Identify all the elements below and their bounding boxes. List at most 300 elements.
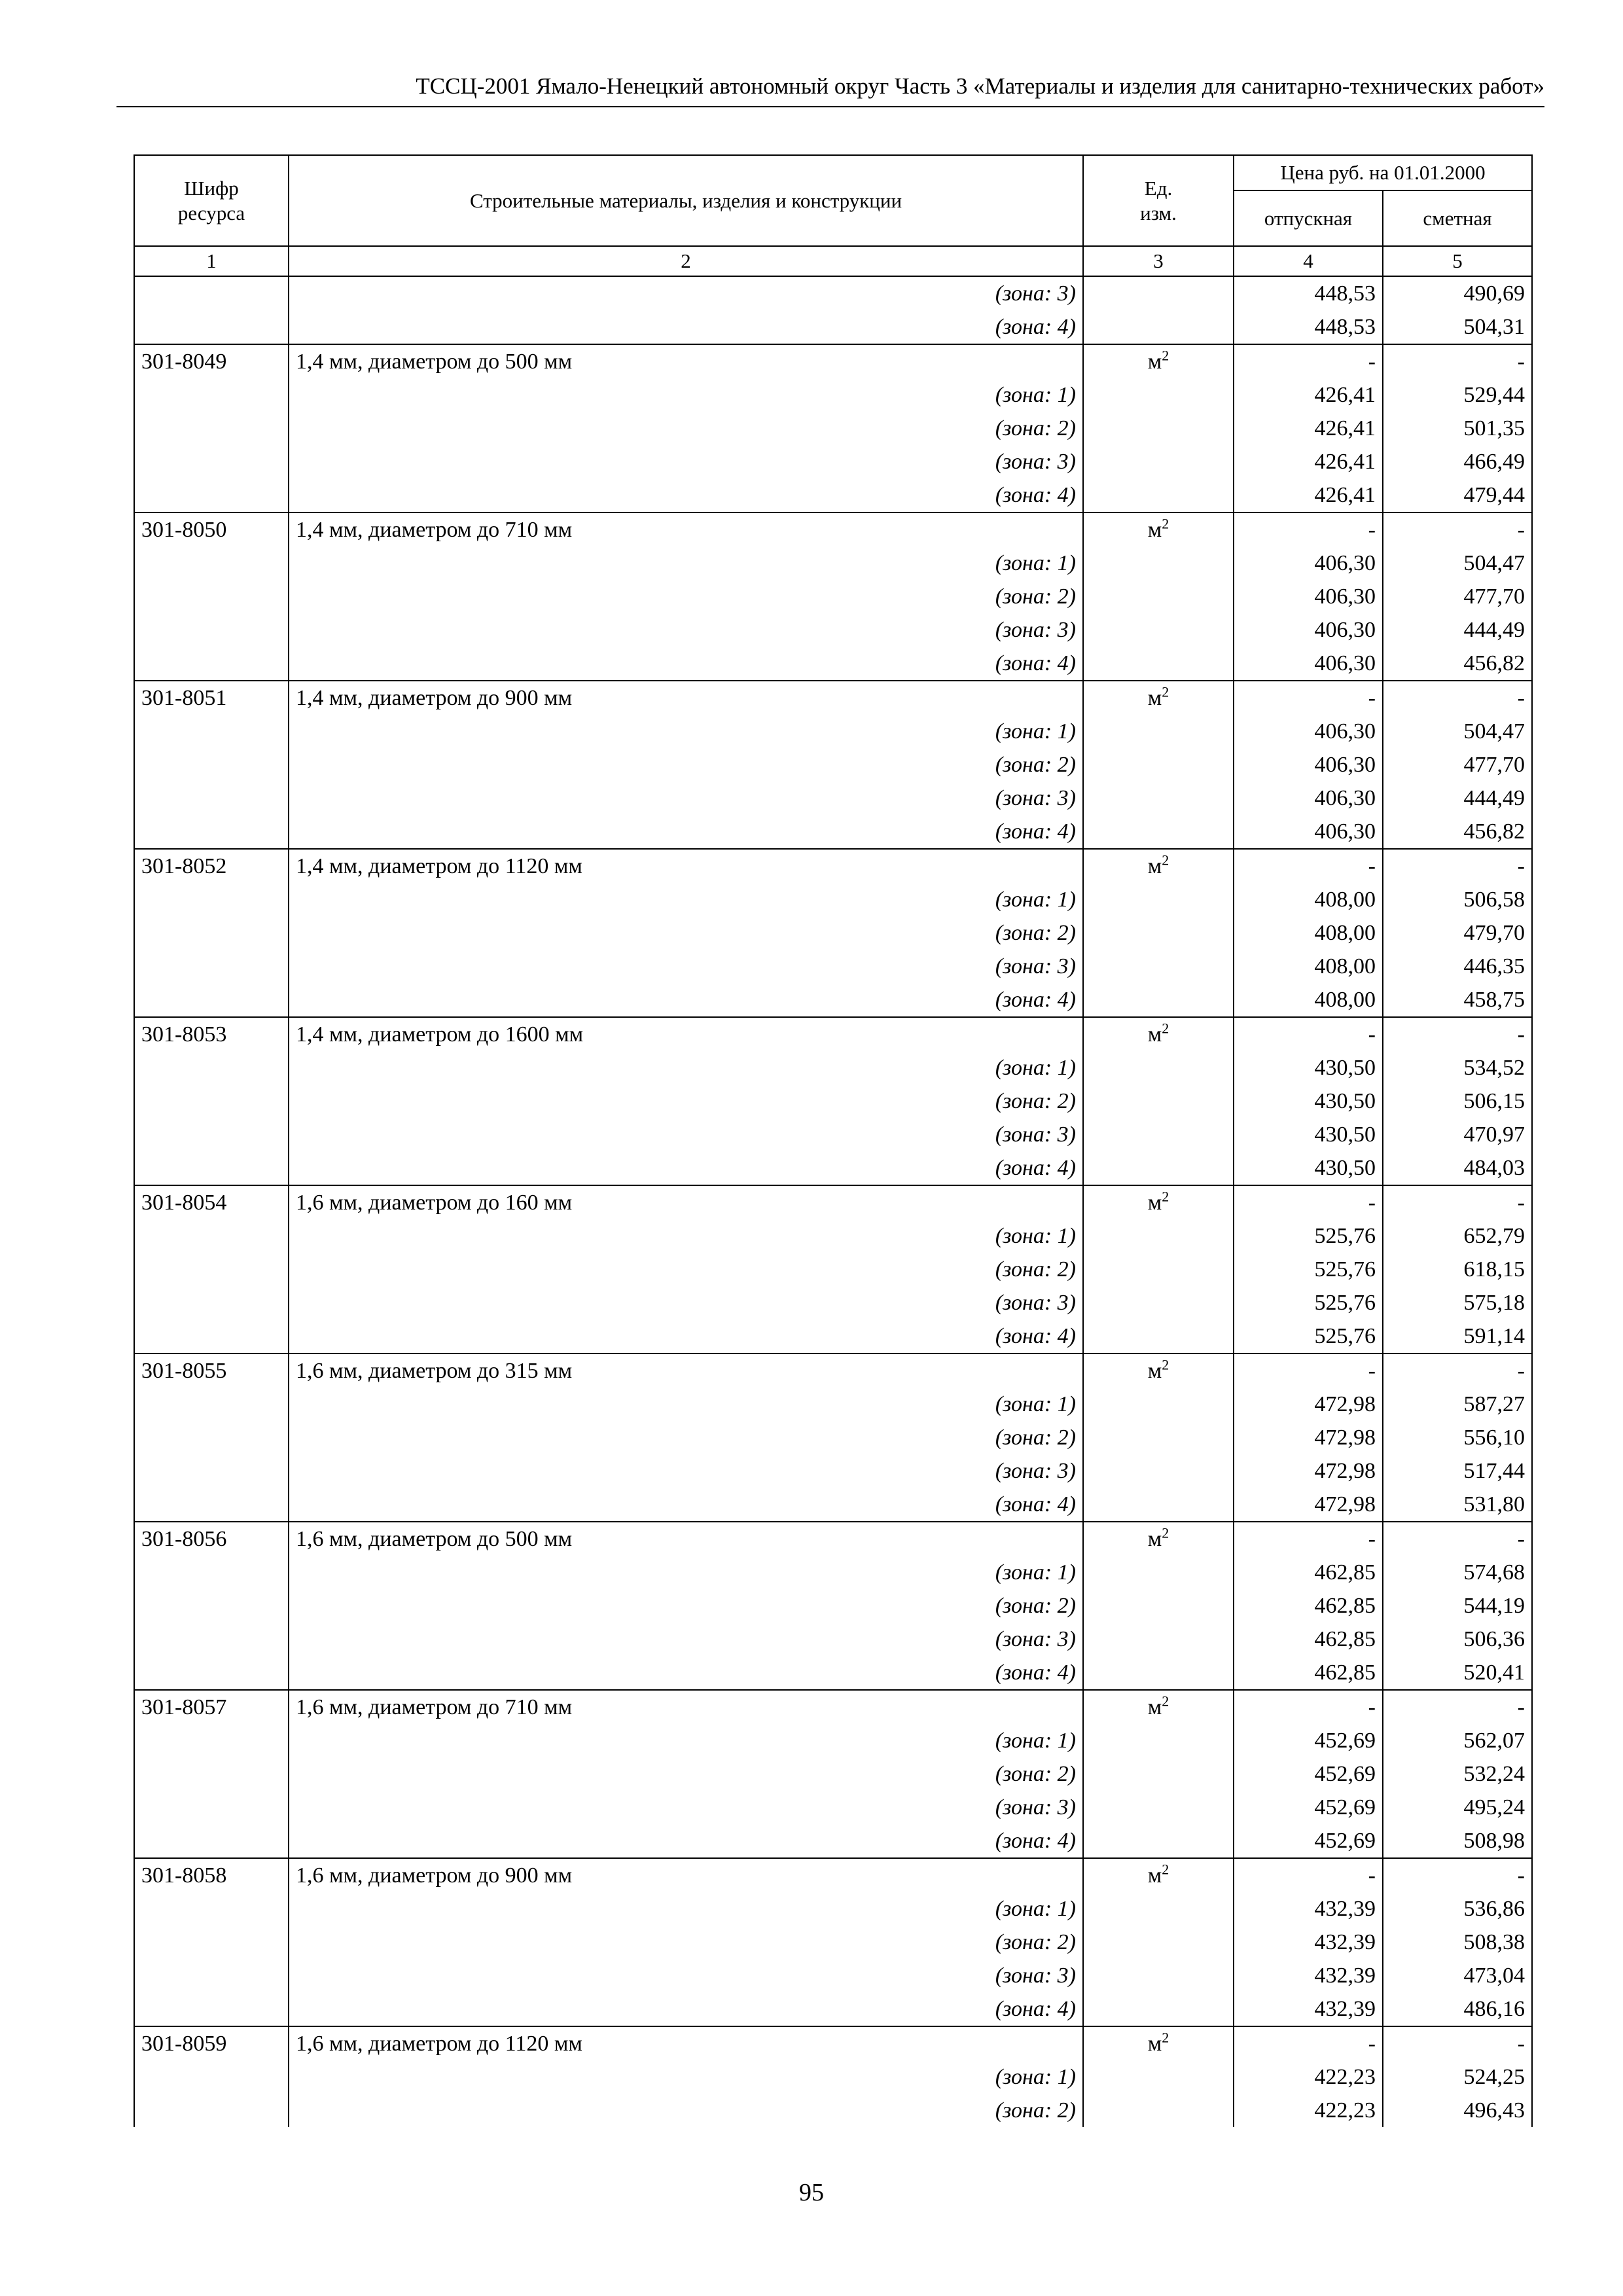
material-name: (зона: 4) (289, 478, 1083, 512)
material-name: (зона: 1) (289, 1556, 1083, 1589)
material-name: (зона: 1) (289, 1892, 1083, 1926)
estimate-price: 652,79 (1383, 1219, 1532, 1253)
resource-code (134, 916, 289, 950)
unit-of-measure (1083, 478, 1234, 512)
unit-exponent: 2 (1162, 1356, 1169, 1373)
resource-code (134, 478, 289, 512)
material-name: (зона: 3) (289, 445, 1083, 478)
estimate-price: - (1383, 1354, 1532, 1388)
estimate-price: 479,70 (1383, 916, 1532, 950)
release-price: 462,85 (1234, 1656, 1383, 1690)
table-row (134, 1454, 1532, 1488)
material-name: (зона: 3) (289, 276, 1083, 310)
table-row (134, 1085, 1532, 1118)
unit-of-measure (1083, 1219, 1234, 1253)
release-price: - (1234, 1185, 1383, 1219)
unit-of-measure (1083, 412, 1234, 445)
release-price: 430,50 (1234, 1118, 1383, 1151)
resource-code (134, 1488, 289, 1522)
release-price: 426,41 (1234, 445, 1383, 478)
unit-of-measure (1083, 1892, 1234, 1926)
estimate-price: - (1383, 1858, 1532, 1892)
estimate-price: 444,49 (1383, 781, 1532, 815)
release-price: - (1234, 1522, 1383, 1556)
resource-code (134, 1286, 289, 1319)
table-row (134, 1623, 1532, 1656)
estimate-price: 456,82 (1383, 815, 1532, 849)
unit-exponent: 2 (1162, 852, 1169, 869)
estimate-price: 473,04 (1383, 1959, 1532, 1992)
unit-of-measure (1083, 1656, 1234, 1690)
material-name: (зона: 4) (289, 1151, 1083, 1185)
release-price: 525,76 (1234, 1253, 1383, 1286)
material-name: (зона: 3) (289, 613, 1083, 647)
table-row (134, 1757, 1532, 1791)
release-price: 452,69 (1234, 1791, 1383, 1824)
release-price: 462,85 (1234, 1623, 1383, 1656)
unit-text: м (1147, 1191, 1162, 1215)
unit-exponent: 2 (1162, 1861, 1169, 1878)
resource-code (134, 445, 289, 478)
release-price: - (1234, 849, 1383, 883)
unit-of-measure (1083, 1589, 1234, 1623)
unit-of-measure (1083, 781, 1234, 815)
table-row (134, 950, 1532, 983)
resource-code (134, 1724, 289, 1757)
resource-code (134, 748, 289, 781)
header-price-group: Цена руб. на 01.01.2000 (1234, 155, 1532, 190)
table-row (134, 445, 1532, 478)
unit-text: м (1147, 1527, 1162, 1551)
material-name: (зона: 3) (289, 1623, 1083, 1656)
resource-code: 301-8058 (134, 1858, 289, 1892)
unit-of-measure (1083, 2094, 1234, 2127)
resource-code (134, 1757, 289, 1791)
unit-of-measure (1083, 547, 1234, 580)
resource-code (134, 1992, 289, 2026)
estimate-price: 504,31 (1383, 310, 1532, 344)
resource-code (134, 883, 289, 916)
resource-code (134, 547, 289, 580)
material-name: (зона: 2) (289, 748, 1083, 781)
resource-code: 301-8049 (134, 344, 289, 378)
material-name: (зона: 3) (289, 950, 1083, 983)
estimate-price: - (1383, 1017, 1532, 1051)
material-name: (зона: 4) (289, 1992, 1083, 2026)
material-name: (зона: 4) (289, 647, 1083, 681)
estimate-price: 495,24 (1383, 1791, 1532, 1824)
column-number: 5 (1383, 246, 1532, 276)
unit-of-measure (1083, 883, 1234, 916)
resource-code (134, 1388, 289, 1421)
resource-code (134, 1118, 289, 1151)
column-number: 3 (1083, 246, 1234, 276)
release-price: 472,98 (1234, 1388, 1383, 1421)
column-number: 1 (134, 246, 289, 276)
resource-code (134, 715, 289, 748)
release-price: 472,98 (1234, 1421, 1383, 1454)
release-price: 448,53 (1234, 276, 1383, 310)
release-price: 426,41 (1234, 412, 1383, 445)
release-price: 432,39 (1234, 1892, 1383, 1926)
release-price: 430,50 (1234, 1085, 1383, 1118)
unit-of-measure (1083, 580, 1234, 613)
unit-of-measure (1083, 1085, 1234, 1118)
release-price: 525,76 (1234, 1286, 1383, 1319)
table-body (134, 276, 1532, 2127)
table-row (134, 1286, 1532, 1319)
unit-of-measure (1083, 715, 1234, 748)
release-price: 432,39 (1234, 1992, 1383, 2026)
unit-exponent: 2 (1162, 2029, 1169, 2046)
unit-text: м (1147, 1863, 1162, 1888)
material-name: (зона: 1) (289, 2060, 1083, 2094)
header-code: Шифр ресурса (134, 155, 289, 246)
unit-of-measure (1083, 1556, 1234, 1589)
estimate-price: 587,27 (1383, 1388, 1532, 1421)
release-price: 422,23 (1234, 2094, 1383, 2127)
unit-of-measure (1083, 647, 1234, 681)
unit-of-measure (1083, 983, 1234, 1017)
resource-code (134, 1656, 289, 1690)
unit-of-measure (1083, 1926, 1234, 1959)
unit-text: м (1147, 686, 1162, 710)
estimate-price: 477,70 (1383, 580, 1532, 613)
material-name: (зона: 1) (289, 1051, 1083, 1085)
header-unit: Ед. изм. (1083, 155, 1234, 246)
material-name: (зона: 1) (289, 378, 1083, 412)
material-name: (зона: 3) (289, 1791, 1083, 1824)
estimate-price: 556,10 (1383, 1421, 1532, 1454)
unit-of-measure (1083, 1690, 1234, 1724)
estimate-price: 486,16 (1383, 1992, 1532, 2026)
unit-of-measure (1083, 1421, 1234, 1454)
estimate-price: - (1383, 2026, 1532, 2060)
estimate-price: 534,52 (1383, 1051, 1532, 1085)
material-name: 1,4 мм, диаметром до 900 мм (289, 681, 1083, 715)
release-price: 462,85 (1234, 1589, 1383, 1623)
resource-code (134, 1824, 289, 1858)
unit-of-measure (1083, 1354, 1234, 1388)
table-row (134, 1051, 1532, 1085)
resource-code: 301-8056 (134, 1522, 289, 1556)
unit-of-measure (1083, 849, 1234, 883)
table-row (134, 1354, 1532, 1388)
release-price: - (1234, 1354, 1383, 1388)
unit-text: м (1147, 854, 1162, 878)
table-row (134, 412, 1532, 445)
table-row (134, 1892, 1532, 1926)
estimate-price: 504,47 (1383, 715, 1532, 748)
release-price: 426,41 (1234, 378, 1383, 412)
unit-exponent: 2 (1162, 1524, 1169, 1541)
material-name: 1,6 мм, диаметром до 1120 мм (289, 2026, 1083, 2060)
release-price: 472,98 (1234, 1488, 1383, 1522)
resource-code: 301-8059 (134, 2026, 289, 2060)
release-price: - (1234, 681, 1383, 715)
release-price: 430,50 (1234, 1051, 1383, 1085)
unit-of-measure (1083, 1623, 1234, 1656)
unit-text: м (1147, 518, 1162, 542)
unit-of-measure (1083, 1388, 1234, 1421)
unit-of-measure (1083, 1017, 1234, 1051)
unit-of-measure (1083, 1791, 1234, 1824)
estimate-price: 484,03 (1383, 1151, 1532, 1185)
material-name: 1,4 мм, диаметром до 1600 мм (289, 1017, 1083, 1051)
table-row (134, 2060, 1532, 2094)
resource-code: 301-8054 (134, 1185, 289, 1219)
table-row (134, 1185, 1532, 1219)
release-price: 406,30 (1234, 580, 1383, 613)
material-name: (зона: 4) (289, 1824, 1083, 1858)
unit-of-measure (1083, 1319, 1234, 1354)
header-release-price: отпускная (1234, 190, 1383, 246)
table-row (134, 715, 1532, 748)
table-row (134, 547, 1532, 580)
release-price: 406,30 (1234, 748, 1383, 781)
unit-of-measure (1083, 1118, 1234, 1151)
estimate-price: 562,07 (1383, 1724, 1532, 1757)
estimate-price: 490,69 (1383, 276, 1532, 310)
resource-code: 301-8057 (134, 1690, 289, 1724)
estimate-price: - (1383, 1690, 1532, 1724)
resource-code (134, 1253, 289, 1286)
resource-code (134, 1556, 289, 1589)
table-row (134, 276, 1532, 310)
material-name: 1,6 мм, диаметром до 900 мм (289, 1858, 1083, 1892)
release-price: 408,00 (1234, 883, 1383, 916)
material-name: (зона: 1) (289, 1724, 1083, 1757)
material-name: (зона: 4) (289, 1488, 1083, 1522)
resource-code (134, 983, 289, 1017)
estimate-price: 508,38 (1383, 1926, 1532, 1959)
unit-text: м (1147, 1695, 1162, 1719)
release-price: - (1234, 2026, 1383, 2060)
unit-exponent: 2 (1162, 515, 1169, 532)
estimate-price: 477,70 (1383, 748, 1532, 781)
release-price: 432,39 (1234, 1926, 1383, 1959)
material-name: (зона: 2) (289, 1926, 1083, 1959)
resource-code: 301-8050 (134, 512, 289, 547)
table-row (134, 344, 1532, 378)
unit-of-measure (1083, 1454, 1234, 1488)
table-row (134, 1992, 1532, 2026)
release-price: 430,50 (1234, 1151, 1383, 1185)
resource-code (134, 2060, 289, 2094)
estimate-price: 517,44 (1383, 1454, 1532, 1488)
estimate-price: 520,41 (1383, 1656, 1532, 1690)
unit-of-measure (1083, 1488, 1234, 1522)
resource-code (134, 2094, 289, 2127)
release-price: 525,76 (1234, 1219, 1383, 1253)
release-price: - (1234, 1690, 1383, 1724)
resource-code (134, 1892, 289, 1926)
table-row (134, 916, 1532, 950)
estimate-price: 618,15 (1383, 1253, 1532, 1286)
unit-of-measure (1083, 1858, 1234, 1892)
material-name: (зона: 2) (289, 1085, 1083, 1118)
material-name: (зона: 1) (289, 1388, 1083, 1421)
estimate-price: 544,19 (1383, 1589, 1532, 1623)
unit-of-measure (1083, 445, 1234, 478)
unit-of-measure (1083, 1824, 1234, 1858)
release-price: 408,00 (1234, 916, 1383, 950)
page-number: 95 (799, 2179, 824, 2206)
header-estimate-price: сметная (1383, 190, 1532, 246)
table-row (134, 2026, 1532, 2060)
estimate-price: 575,18 (1383, 1286, 1532, 1319)
release-price: 452,69 (1234, 1824, 1383, 1858)
table-row (134, 983, 1532, 1017)
unit-of-measure (1083, 613, 1234, 647)
material-name: (зона: 2) (289, 580, 1083, 613)
estimate-price: 531,80 (1383, 1488, 1532, 1522)
column-number: 2 (289, 246, 1083, 276)
unit-of-measure (1083, 2060, 1234, 2094)
unit-exponent: 2 (1162, 347, 1169, 364)
resource-code (134, 815, 289, 849)
release-price: 406,30 (1234, 547, 1383, 580)
table-row (134, 1219, 1532, 1253)
release-price: 452,69 (1234, 1724, 1383, 1757)
table-row (134, 1151, 1532, 1185)
release-price: - (1234, 512, 1383, 547)
unit-of-measure (1083, 1522, 1234, 1556)
table-row (134, 1656, 1532, 1690)
material-name: (зона: 2) (289, 2094, 1083, 2127)
resource-code (134, 1319, 289, 1354)
estimate-price: - (1383, 512, 1532, 547)
unit-exponent: 2 (1162, 683, 1169, 700)
table-row (134, 849, 1532, 883)
resource-code (134, 1791, 289, 1824)
material-name: (зона: 2) (289, 1253, 1083, 1286)
material-name: (зона: 4) (289, 310, 1083, 344)
table-row (134, 1488, 1532, 1522)
material-name: 1,6 мм, диаметром до 315 мм (289, 1354, 1083, 1388)
estimate-price: 470,97 (1383, 1118, 1532, 1151)
material-name: 1,4 мм, диаметром до 500 мм (289, 344, 1083, 378)
material-name: 1,6 мм, диаметром до 160 мм (289, 1185, 1083, 1219)
unit-of-measure (1083, 916, 1234, 950)
unit-of-measure (1083, 815, 1234, 849)
estimate-price: 504,47 (1383, 547, 1532, 580)
material-name: 1,4 мм, диаметром до 710 мм (289, 512, 1083, 547)
unit-of-measure (1083, 276, 1234, 310)
estimate-price: 458,75 (1383, 983, 1532, 1017)
estimate-price: 536,86 (1383, 1892, 1532, 1926)
table-row (134, 1319, 1532, 1354)
release-price: 406,30 (1234, 715, 1383, 748)
release-price: 462,85 (1234, 1556, 1383, 1589)
table-row (134, 1421, 1532, 1454)
release-price: 406,30 (1234, 613, 1383, 647)
material-name: 1,6 мм, диаметром до 500 мм (289, 1522, 1083, 1556)
material-name: (зона: 4) (289, 983, 1083, 1017)
unit-of-measure (1083, 310, 1234, 344)
resource-code (134, 580, 289, 613)
unit-of-measure (1083, 1959, 1234, 1992)
resource-code: 301-8052 (134, 849, 289, 883)
table-row (134, 1791, 1532, 1824)
unit-of-measure (1083, 512, 1234, 547)
unit-of-measure (1083, 950, 1234, 983)
table-row (134, 1017, 1532, 1051)
table-row (134, 1690, 1532, 1724)
material-name: (зона: 3) (289, 1454, 1083, 1488)
estimate-price: 466,49 (1383, 445, 1532, 478)
release-price: - (1234, 1017, 1383, 1051)
estimate-price: 506,15 (1383, 1085, 1532, 1118)
resource-code (134, 1219, 289, 1253)
header-rule (116, 106, 1544, 107)
unit-of-measure (1083, 1253, 1234, 1286)
table-row (134, 1253, 1532, 1286)
resource-code (134, 378, 289, 412)
release-price: 472,98 (1234, 1454, 1383, 1488)
estimate-price: 496,43 (1383, 2094, 1532, 2127)
estimate-price: 574,68 (1383, 1556, 1532, 1589)
table-row (134, 512, 1532, 547)
material-name: (зона: 4) (289, 815, 1083, 849)
unit-text: м (1147, 1022, 1162, 1047)
table-row (134, 647, 1532, 681)
material-name: (зона: 2) (289, 916, 1083, 950)
unit-of-measure (1083, 1724, 1234, 1757)
column-number: 4 (1234, 246, 1383, 276)
resource-code (134, 310, 289, 344)
table-row (134, 1926, 1532, 1959)
estimate-price: 501,35 (1383, 412, 1532, 445)
unit-of-measure (1083, 2026, 1234, 2060)
estimate-price: 506,36 (1383, 1623, 1532, 1656)
table-row (134, 815, 1532, 849)
resource-code: 301-8051 (134, 681, 289, 715)
unit-of-measure (1083, 681, 1234, 715)
material-name: (зона: 4) (289, 1319, 1083, 1354)
unit-text: м (1147, 1359, 1162, 1383)
estimate-price: - (1383, 681, 1532, 715)
material-name: 1,4 мм, диаметром до 1120 мм (289, 849, 1083, 883)
unit-of-measure (1083, 1992, 1234, 2026)
price-table (134, 154, 1533, 2127)
estimate-price: 508,98 (1383, 1824, 1532, 1858)
table-row (134, 310, 1532, 344)
release-price: - (1234, 344, 1383, 378)
material-name: (зона: 2) (289, 412, 1083, 445)
unit-of-measure (1083, 1286, 1234, 1319)
header-name: Строительные материалы, изделия и конструкции (289, 155, 1083, 246)
table-row (134, 748, 1532, 781)
release-price: 448,53 (1234, 310, 1383, 344)
estimate-price: - (1383, 849, 1532, 883)
estimate-price: 446,35 (1383, 950, 1532, 983)
estimate-price: - (1383, 1185, 1532, 1219)
resource-code (134, 950, 289, 983)
estimate-price: 444,49 (1383, 613, 1532, 647)
table-row (134, 781, 1532, 815)
material-name: (зона: 2) (289, 1421, 1083, 1454)
estimate-price: 506,58 (1383, 883, 1532, 916)
table-row (134, 478, 1532, 512)
table-row (134, 1824, 1532, 1858)
resource-code (134, 1623, 289, 1656)
resource-code: 301-8055 (134, 1354, 289, 1388)
unit-text: м (1147, 2032, 1162, 2056)
estimate-price: 456,82 (1383, 647, 1532, 681)
resource-code (134, 1959, 289, 1992)
resource-code (134, 647, 289, 681)
